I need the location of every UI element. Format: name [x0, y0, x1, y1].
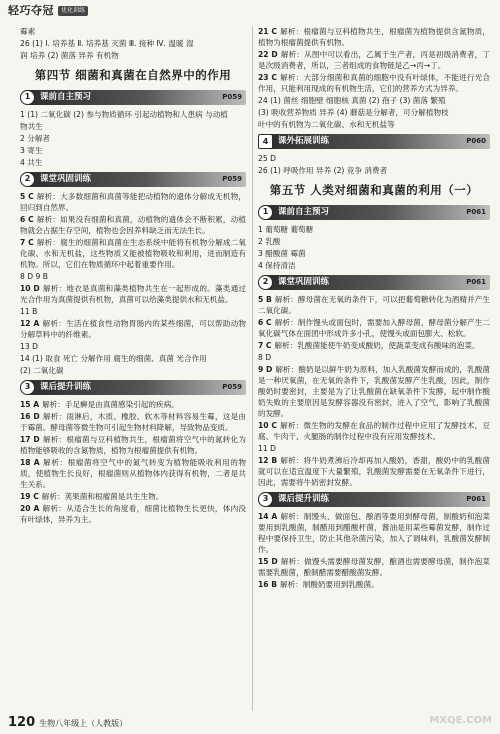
right-column [258, 26, 490, 591]
section-banner [258, 492, 490, 507]
banner-page-ref: P061 [466, 494, 486, 503]
brand-tag: 优化训练 [58, 6, 88, 17]
answer-item [20, 503, 246, 525]
banner-label: 课外拓展训练 [278, 136, 330, 147]
answer-number: 23 C [258, 73, 277, 82]
answer-explanation: 解析：酵母菌在无氧的条件下，可以把葡萄糖转化为酒精并产生二氧化碳。 [258, 294, 490, 315]
answer-number: 16 D [20, 411, 40, 421]
answer-number: 21 C [258, 27, 277, 36]
section-banner [258, 205, 490, 220]
answer-line: 1 葡萄糖 葡萄糖 [258, 224, 314, 234]
answer-number: 15 D [258, 556, 278, 566]
answer-number: 7 C [20, 237, 34, 247]
answer-explanation: 解析：腐生的细菌和真菌在生态系统中能将有机物分解成二氧化碳、水和无机盐，这些物质又能被植物吸收和利用，进而制造有机物。所以，它们在物质循环中起着重要作用。 [20, 237, 246, 269]
answer-explanation: 解析：从适合生长的角度看，细菌比植物生长更快，体内没有叶绿体，异养为主。 [20, 503, 246, 524]
banner-number-badge: 1 [20, 90, 35, 105]
answer-line: 2 乳酸 [258, 236, 281, 246]
banner-label: 课后提升训练 [40, 382, 92, 393]
answer-explanation: 解析：如果没有细菌和真菌，动植物的遗体会不断积累，动植物就会占据生存空间，植物也会因养料缺乏而无法生长。 [20, 214, 246, 235]
section-banner [20, 90, 246, 105]
answer-explanation: 解析：制馒头、做面包、酿酒等要用到酵母菌，制酸奶和泡菜要用到乳酸菌，制醋用到醋酸杆菌，酱油是用某些霉菌发酵，制作过程中要保持卫生，防止其他杂菌污染，加入了调味料，乳酸菌发酵制作。 [258, 511, 490, 554]
banner-number-badge: 3 [258, 492, 273, 507]
answer-number: 7 C [258, 340, 272, 350]
answer-item [258, 511, 490, 555]
banner-page-ref: P059 [222, 92, 242, 101]
answer-line: 24 (1) 菌丝 细胞壁 细胞核 真菌 (2) 孢子 (3) 菌落 繁殖 [258, 96, 446, 105]
answer-line: (3) 吸收营养物质 异养 (4) 蘑菇是分解者，可分解植物枝 [258, 108, 449, 117]
banner-number-badge: 4 [258, 134, 273, 149]
answer-line: 物共生 [20, 121, 43, 131]
banner-number-badge: 3 [20, 380, 35, 395]
answer-explanation: 解析：从图中可以看出，乙属于生产者，丙是初级消费者，丁是次级消费者，所以，三者组成的食物链是乙→丙→丁。 [258, 50, 491, 70]
answer-item [20, 457, 246, 490]
banner-label: 课前自主预习 [40, 92, 92, 103]
section-banner [258, 134, 490, 149]
left-column [20, 26, 246, 526]
answer-number: 18 A [20, 457, 40, 467]
banner-number-badge: 2 [20, 172, 35, 187]
answer-line: 13 D [20, 341, 38, 351]
banner-page-ref: P059 [222, 382, 242, 391]
answer-explanation: 解析：根瘤菌将空气中的氮气转变为植物能吸收利用的物质，使植物生长良好，根瘤菌则从植物体内获得有机物，二者是共生关系。 [20, 457, 247, 489]
answer-explanation: 解析：荚果菌和根瘤菌是共生生物。 [41, 491, 164, 501]
answer-item [258, 317, 490, 339]
answer-item [258, 579, 490, 590]
answer-line: 霉素 [20, 27, 36, 36]
answer-line: 11 B [20, 306, 38, 316]
answer-number: 19 C [20, 491, 39, 501]
answer-item [258, 455, 490, 488]
section-banner [20, 172, 246, 187]
banner-number-badge: 2 [258, 275, 273, 290]
answer-line: 4 共生 [20, 157, 43, 167]
answer-line: 25 D [258, 154, 276, 163]
page-number: 120 [8, 715, 36, 730]
book-title: 生物八年级上（人教版） [39, 719, 128, 728]
answer-number: 15 A [20, 399, 40, 409]
answer-explanation: 解析：地衣是真菌和藻类植物共生在一起形成的。藻类通过光合作用为真菌提供有机物，真菌可以给藻类提供水和无机盐。 [20, 283, 247, 304]
answer-explanation: 解析：酸奶是以鲜牛奶为原料，加入乳酸菌发酵而成的，乳酸菌是一种厌氧菌，在无氧的条件下，乳酸菌发酵产生乳酸，因此，制作酸奶时要密封，主要是为了让乳酸菌在缺氧条件下发酵，起中制作酸奶失败的主要原因是发酵容器没有密封，进入了空气，影响了乳酸菌的发酵。 [258, 364, 491, 418]
answer-explanation: 解析：做馒头需要酵母菌发酵，酿酒也需要酵母菌，制作泡菜需要乳酸菌，酿制醋需要醋酸菌发酵。 [258, 556, 491, 577]
answer-number: 5 C [20, 191, 34, 201]
section-title: 第五节 人类对细菌和真菌的利用（一） [269, 183, 479, 197]
answer-item [258, 49, 490, 71]
banner-page-ref: P059 [222, 174, 242, 183]
answer-line: 叶中的有机物为二氧化碳、水和无机盐等 [258, 120, 395, 129]
answer-number: 22 D [258, 50, 278, 59]
answer-explanation: 解析：根瘤菌与豆科植物共生，根瘤菌将空气中的氮转化为植物能够吸收的含氮物质，植物为根瘤菌提供有机物。 [20, 434, 247, 455]
answer-number: 20 A [20, 503, 40, 513]
answer-explanation: 解析：微生物的发酵在食品的制作过程中应用了发酵技术，豆腐、牛肉干、火腿肠的制作过程中没有应用发酵技术。 [258, 420, 490, 441]
answer-explanation: 解析：乳酸菌能使牛奶变成酸奶，使蔬菜变成有酸味的泡菜。 [274, 340, 480, 350]
answer-line: 8 D [258, 352, 272, 362]
header-bar [0, 0, 500, 22]
page-footer [8, 714, 258, 730]
answer-line: 8 D 9 B [20, 271, 48, 281]
column-divider [252, 26, 253, 711]
answer-explanation: 解析：雨淋后，木质、橡胶、软木等材料容易生霉，这是由于霉菌、酵母菌等微生物可引起生物材料降解，导致物品变质。 [20, 411, 247, 432]
answer-number: 10 D [20, 283, 40, 293]
answer-item [20, 434, 246, 456]
answer-line: 2 分解者 [20, 133, 51, 143]
answer-explanation: 解析：根瘤菌与豆科植物共生，根瘤菌为植物提供含氮物质，植物为根瘤菌提供有机物。 [258, 27, 490, 47]
banner-page-ref: P060 [466, 137, 486, 145]
answer-explanation: 解析：制酸奶要用到乳酸菌。 [280, 579, 379, 589]
banner-label: 课堂巩固训练 [40, 174, 92, 185]
section-banner [258, 275, 490, 290]
answer-line: 1 (1) 二氧化碳 (2) 参与物质循环 引起动植物和人患病 与动植 [20, 109, 228, 119]
answer-line: 26 (1) 呼吸作用 异养 (2) 竞争 消费者 [258, 166, 388, 175]
answer-item [20, 318, 246, 340]
answer-line: (2) 二氧化碳 [20, 365, 64, 375]
banner-page-ref: P061 [466, 277, 486, 286]
answer-item [20, 214, 246, 236]
banner-label: 课前自主预习 [278, 207, 330, 218]
banner-page-ref: P061 [466, 207, 486, 216]
answer-number: 12 B [258, 455, 278, 465]
answer-item [20, 191, 246, 213]
section-title: 第四节 细菌和真菌在自然界中的作用 [34, 68, 232, 82]
banner-label: 课堂巩固训练 [278, 277, 330, 288]
answer-item [20, 399, 246, 410]
answer-number: 5 B [258, 294, 272, 304]
answer-line: 润 培养 (2) 菌落 异养 有机物 [20, 51, 119, 60]
answer-line: 14 (1) 取食 死亡 分解作用 腐生的细菌、真菌 光合作用 [20, 353, 207, 363]
answer-explanation: 解析：制作馒头或面包时，需要加入酵母菌，酵母菌分解产生二氧化碳气体在面团中形成许多小孔，使馒头或面包膨大、松软。 [258, 317, 490, 338]
answer-number: 17 D [20, 434, 40, 444]
answer-number: 9 D [258, 364, 273, 374]
answer-item [258, 420, 490, 442]
section-banner [20, 380, 246, 395]
answer-explanation: 解析：将牛奶煮沸后冷却再加入酸奶，香甜，酸奶中的乳酸菌就可以在适宜温度下大量繁殖，乳酸菌发酵需要在无氧条件下进行，因此，需要将牛奶密封发酵。 [258, 455, 491, 487]
answer-line: 3 醋酸菌 霉菌 [258, 248, 306, 258]
answer-number: 16 B [258, 579, 277, 589]
answer-line: 26 (1) Ⅰ. 培养基 Ⅱ. 培养基 灭菌 Ⅲ. 接种 Ⅳ. 温暖 湿 [20, 39, 194, 48]
answer-line: 4 保持清洁 [258, 260, 296, 270]
answer-item [258, 340, 490, 351]
answer-number: 6 C [258, 317, 272, 327]
answer-explanation: 解析：手足癣是由真菌感染引起的疾病。 [42, 399, 179, 409]
answer-item [20, 237, 246, 270]
answer-item [20, 411, 246, 433]
answer-number: 14 A [258, 511, 278, 521]
answer-explanation: 解析：生活在植食性动物胃肠内的某些细菌，可以帮助动物分解草料中的纤维素。 [20, 318, 246, 339]
answer-item [258, 26, 490, 48]
answer-item [20, 283, 246, 305]
watermark: MXQE.COM [429, 714, 492, 726]
answer-explanation: 解析：大多数细菌和真菌等能把动植物的遗体分解成无机物，回归到自然界。 [20, 191, 246, 212]
banner-label: 课后提升训练 [278, 494, 330, 505]
answer-item [258, 72, 490, 94]
answer-item [258, 556, 490, 578]
brand-logo: 轻巧夺冠 [8, 4, 54, 18]
answer-line: 3 寄生 [20, 145, 43, 155]
answer-item [258, 294, 490, 316]
answer-number: 10 C [258, 420, 277, 430]
answer-explanation: 解析：大部分细菌和真菌的细胞中没有叶绿体，不能进行光合作用，只能利用现成的有机物生活，它们的营养方式为异养。 [258, 73, 490, 93]
answer-item [20, 491, 246, 502]
banner-number-badge: 1 [258, 205, 273, 220]
answer-line: 11 D [258, 443, 276, 453]
answer-item [258, 364, 490, 419]
answer-number: 6 C [20, 214, 34, 224]
answer-number: 12 A [20, 318, 40, 328]
